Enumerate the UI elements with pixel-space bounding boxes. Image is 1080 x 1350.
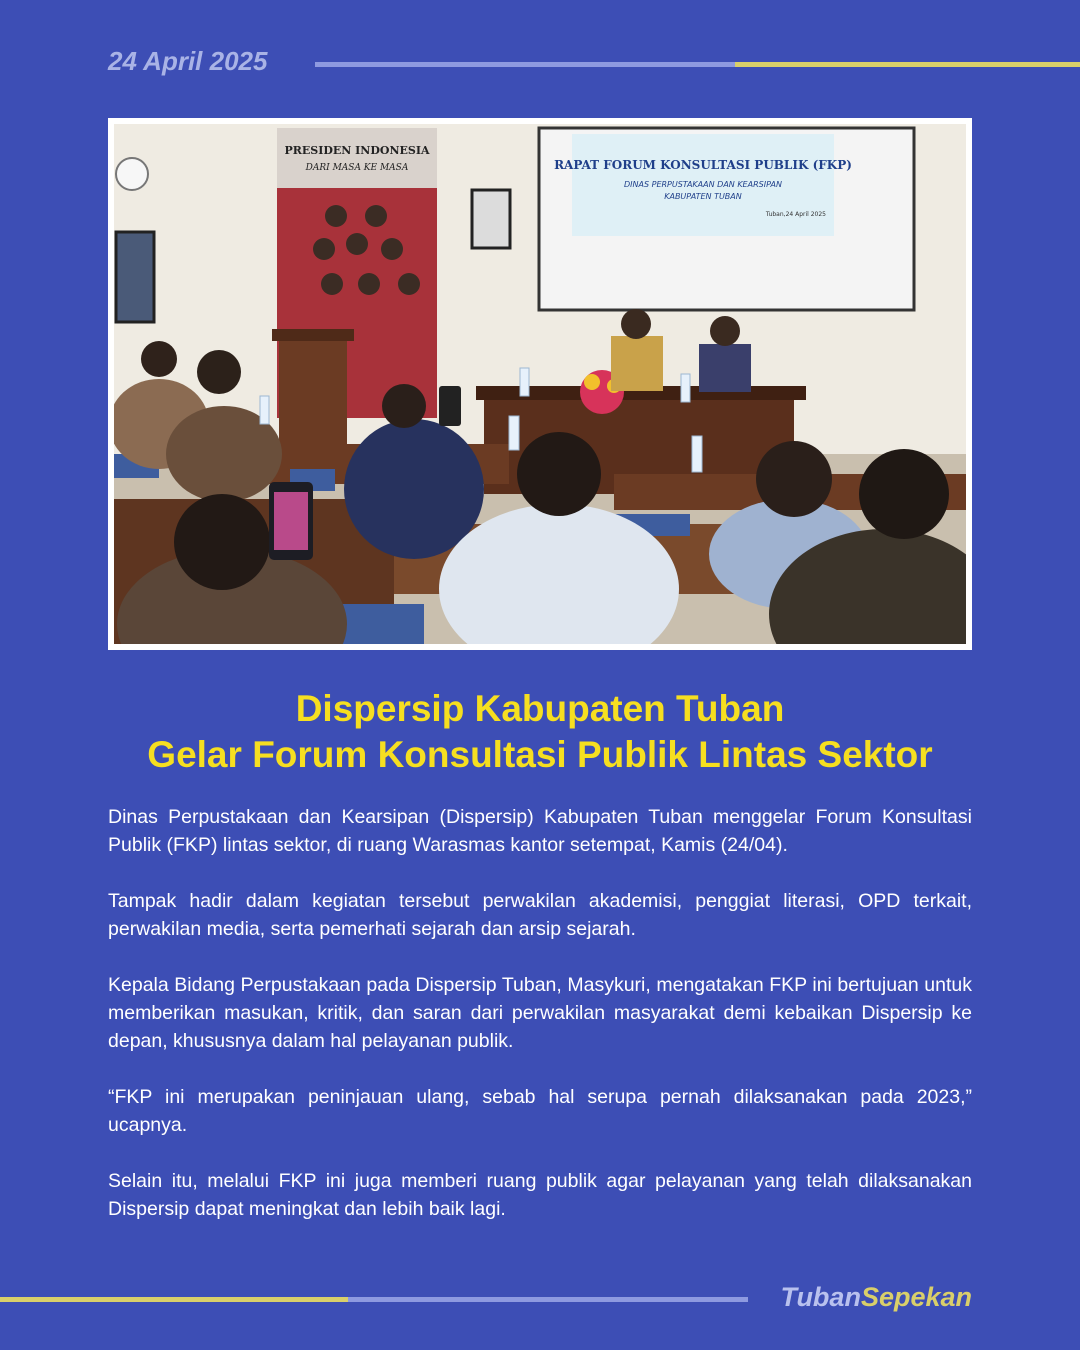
brand-part-2: Sepekan <box>860 1282 972 1312</box>
article-paragraph-3: Kepala Bidang Perpustakaan pada Dispersip Tuban, Masykuri, mengatakan FKP ini bertujuan untuk memberikan masukan, kritik, dan saran dari perwakilan masyarakat demi kebaikan Dispersip ke depan, khususnya dalam hal pelayanan publik. <box>108 974 972 1052</box>
screen-title: RAPAT FORUM KONSULTASI PUBLIK (FKP) <box>554 158 852 172</box>
article-body <box>108 803 972 1251</box>
screen-subtitle-2: KABUPATEN TUBAN <box>664 192 742 201</box>
headline-line-2: Gelar Forum Konsultasi Publik Lintas Sektor <box>147 734 933 775</box>
poster-subtitle: DARI MASA KE MASA <box>305 163 409 173</box>
top-divider-gold <box>735 62 1080 67</box>
brand-logo <box>780 1282 972 1313</box>
article-paragraph-1: Dinas Perpustakaan dan Kearsipan (Dispersip) Kabupaten Tuban menggelar Forum Konsultasi Publik (FKP) lintas sektor, di ruang Warasmas kantor setempat, Kamis (24/04). <box>108 806 972 856</box>
article-paragraph-2: Tampak hadir dalam kegiatan tersebut perwakilan akademisi, penggiat literasi, OPD terkait, perwakilan media, serta pemerhati sejarah dan arsip sejarah. <box>108 890 972 940</box>
brand-part-1: Tuban <box>780 1282 861 1312</box>
post-date: 24 April 2025 <box>108 46 268 76</box>
bottom-divider-gold <box>0 1297 348 1302</box>
article-paragraph-4: “FKP ini merupakan peninjauan ulang, sebab hal serupa pernah dilaksanakan pada 2023,” ucapnya. <box>108 1086 972 1136</box>
screen-date: Tuban,24 April 2025 <box>765 211 826 218</box>
headline <box>60 686 1020 778</box>
article-paragraph-5: Selain itu, melalui FKP ini juga memberi ruang publik agar pelayanan yang telah dilaksanakan Dispersip dapat meningkat dan lebih baik lagi. <box>108 1170 972 1220</box>
event-photo <box>114 124 966 644</box>
screen-subtitle-1: DINAS PERPUSTAKAAN DAN KEARSIPAN <box>624 180 782 189</box>
bottom-divider-lavender <box>348 1297 748 1302</box>
top-divider-lavender <box>315 62 735 67</box>
headline-line-1: Dispersip Kabupaten Tuban <box>295 688 785 729</box>
event-photo-frame <box>108 118 972 650</box>
poster-title: PRESIDEN INDONESIA <box>284 144 430 157</box>
